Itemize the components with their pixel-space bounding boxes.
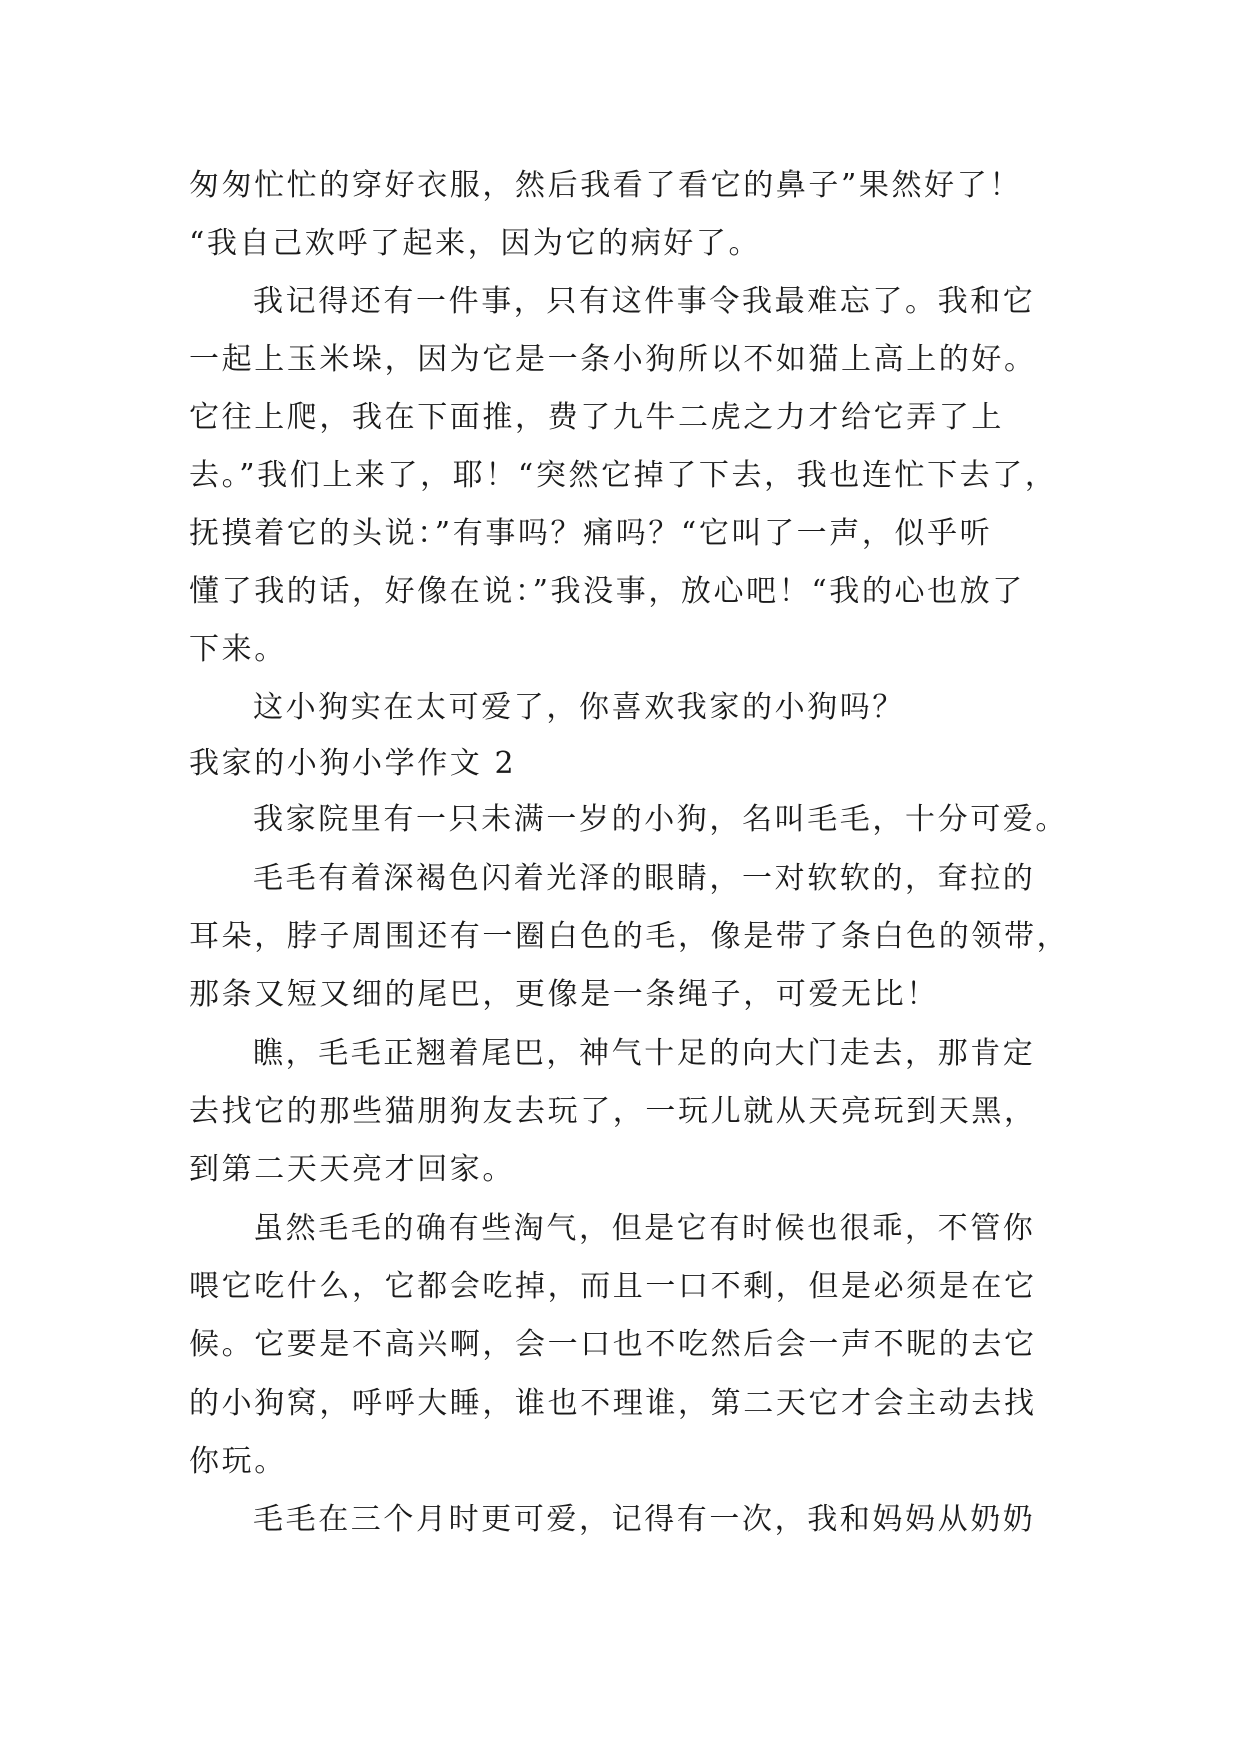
paragraph-first-line: 瞧，毛毛正翘着尾巴，神气十足的向大门走去，那肯定 xyxy=(253,1036,1036,1071)
paragraph-line: 懂了我的话，好像在说：”我没事，放心吧！“我的心也放了 xyxy=(189,574,1025,609)
paragraph-first-line: 毛毛有着深褐色闪着光泽的眼睛，一对软软的，耷拉的 xyxy=(253,861,1036,896)
paragraph-line: 耳朵，脖子周围还有一圈白色的毛，像是带了条白色的领带， xyxy=(189,919,1070,954)
paragraph-line: 那条又短又细的尾巴，更像是一条绳子，可爱无比！ xyxy=(189,977,939,1012)
paragraph-line: 候。它要是不高兴啊，会一口也不吃然后会一声不昵的去它 xyxy=(189,1327,1037,1362)
paragraph-first-line: 毛毛在三个月时更可爱，记得有一次，我和妈妈从奶奶 xyxy=(253,1502,1036,1537)
section-heading: 我家的小狗小学作文 2 xyxy=(189,746,517,781)
paragraph-line: 去。”我们上来了，耶！“突然它掉了下去，我也连忙下去了， xyxy=(189,458,1058,493)
paragraph-line: 它往上爬，我在下面推，费了九牛二虎之力才给它弄了上 xyxy=(189,400,1004,435)
paragraph-line: 抚摸着它的头说：”有事吗？痛吗？“它叫了一声，似乎听 xyxy=(189,516,993,551)
paragraph-first-line: 我家院里有一只未满一岁的小狗，名叫毛毛，十分可爱。 xyxy=(253,802,1068,837)
paragraph-line: 匆匆忙忙的穿好衣服，然后我看了看它的鼻子”果然好了！ xyxy=(189,168,1022,203)
paragraph-line: 一起上玉米垛，因为它是一条小狗所以不如猫上高上的好。 xyxy=(189,342,1037,377)
paragraph-line: 到第二天天亮才回家。 xyxy=(189,1152,515,1187)
paragraph-first-line: 虽然毛毛的确有些淘气，但是它有时候也很乖，不管你 xyxy=(253,1211,1036,1246)
paragraph-line: 的小狗窝，呼呼大睡，谁也不理谁，第二天它才会主动去找 xyxy=(189,1386,1037,1421)
paragraph-line: 下来。 xyxy=(189,632,287,667)
paragraph-line: “我自己欢呼了起来，因为它的病好了。 xyxy=(189,226,762,261)
paragraph-first-line: 我记得还有一件事，只有这件事令我最难忘了。我和它 xyxy=(253,284,1036,319)
paragraph-first-line: 这小狗实在太可爱了，你喜欢我家的小狗吗？ xyxy=(253,690,905,725)
paragraph-line: 去找它的那些猫朋狗友去玩了，一玩儿就从天亮玩到天黑， xyxy=(189,1094,1037,1129)
paragraph-line: 喂它吃什么，它都会吃掉，而且一口不剩，但是必须是在它 xyxy=(189,1269,1037,1304)
paragraph-line: 你玩。 xyxy=(189,1444,287,1479)
